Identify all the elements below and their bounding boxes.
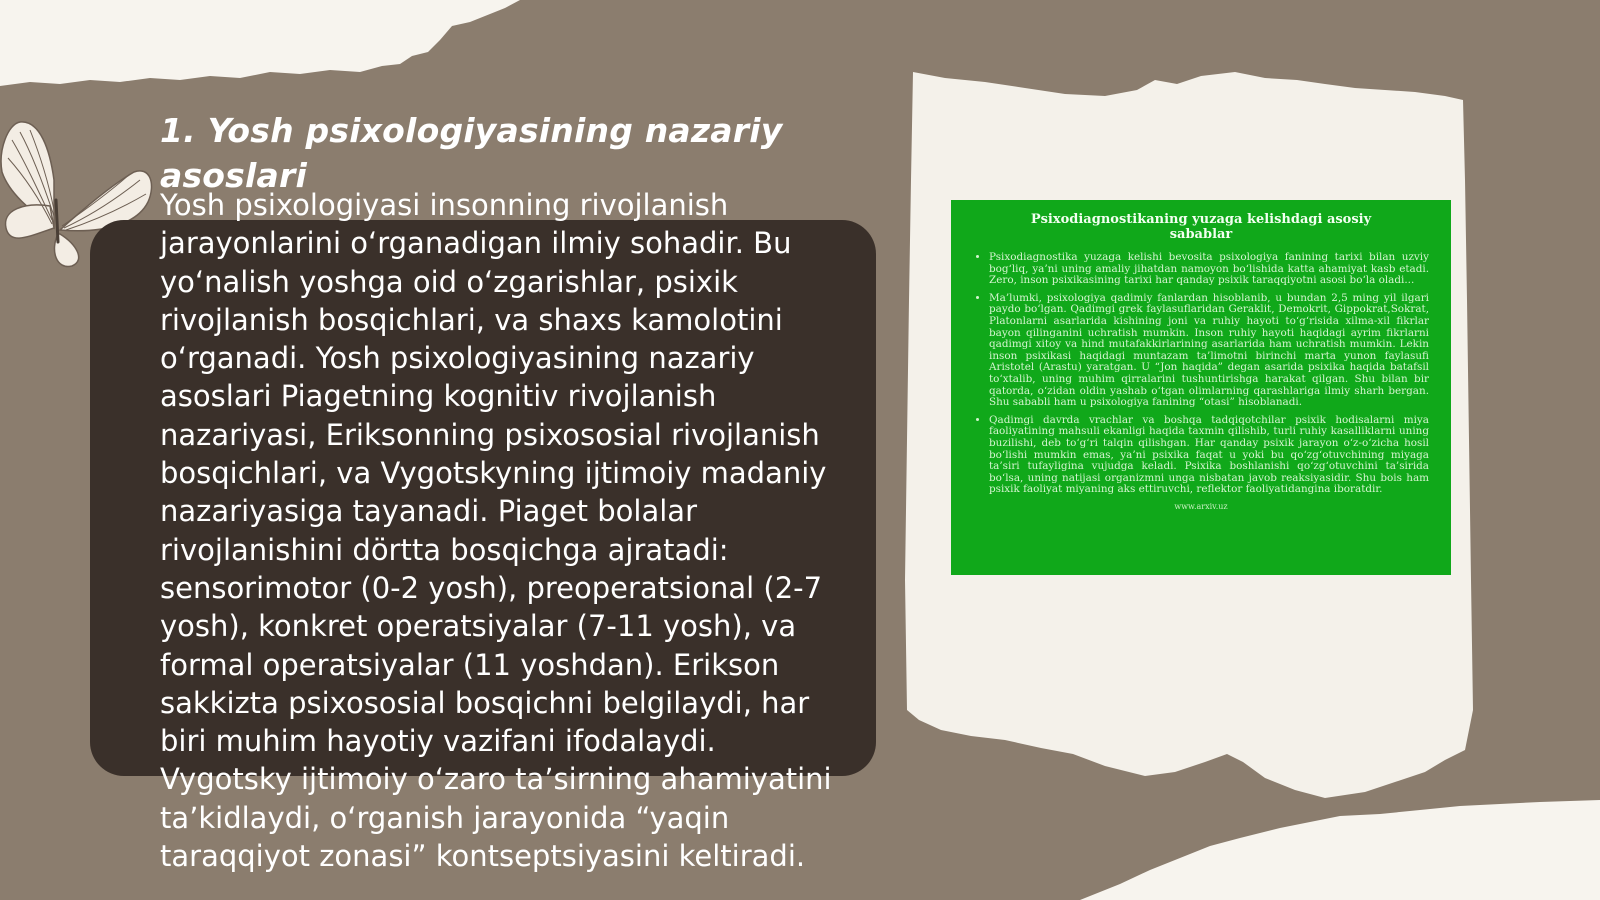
slide-body-text: Yosh psixologiyasi insonning rivojlanish jarayonlarini o‘rganadigan ilmiy sohadir. Bu yo‘nalish yoshga oid o‘zgarishlar, psixik rivojlanish bosqichlari, va shaxs kamolotini o‘rganadi. Yosh psixologiyasining nazariy asoslari Piagetning kognitiv rivojlanish nazariyasi, Eriksonning psixososial rivojlanish bosqichlari, va Vygotskyning ijtimoiy madaniy nazariyasiga tayanadi. Piaget bolalar rivojlanishini dörtta bosqichga ajratadi: sensorimotor (0-2 yosh), preoperatsional (2-7 yosh), konkret operatsiyalar (7-11 yosh), va formal operatsiyalar (11 yoshdan). Erikson sakkizta psixososial bosqichni belgilaydi, har biri muhim hayotiy vazifani ifodalaydi. Vygotsky ijtimoiy o‘zaro ta’sirning ahamiyatini ta’kidlaydi, o‘rganish jarayonida “yaqin taraqqiyot zonasi” kontseptsiyasini keltiradi. [160, 188, 832, 874]
image-footer: www.arxiv.uz [1174, 501, 1228, 511]
image-bullet: • Qadimgi davrda vrachlar va boshqa tadqiqotchilar psixik hodisalarni miya faoliyatining mahsuli ekanligi haqida taxmin qilishib, turli ruhiy kasalliklarni uning buzilishi, deb to‘g‘ri talqin qilishgan. Har qanday psixik jarayon o‘z-o‘zicha hosil bo‘lishi mumkin emas, ya’ni psixika faqat u yoki bu qo‘zg‘otuvchining miyaga ta’siri tufayligina vujudga keladi. Psixika boshlanishi qo‘zg‘otuvchini ta’sirida bo‘lsa, uning natijasi organizmni unga nisbatan javob reaksiyasidir. Shu bois ham psixik faoliyat miyaning aks ettiruvchi, reflektor faoliyatidangina iboratdir. [989, 415, 1429, 496]
image-bullet: • Psixodiagnostika yuzaga kelishi bevosita psixologiya fanining tarixi bilan uzviy bog‘liq, ya’ni uning amaliy jihatdan namoyon bo‘lishida katta ahamiyat kasb etadi. Zero, inson psixikasining tarixi har qanday psixik taraqqiyotni asosi bo‘la oladi... [989, 252, 1429, 287]
image-bullet-list [973, 252, 1429, 496]
image-bullet: • Ma’lumki, psixologiya qadimiy fanlardan hisoblanib, u bundan 2,5 ming yil ilgari paydo bo‘lgan. Qadimgi grek faylasuflaridan Geraklit, Demokrit, Gippokrat,Sokrat, Platonlarni asarlarida kishining joni va ruhiy hayoti to‘g‘risida xilma-xil fikrlar bayon qilinganini uchratish mumkin. Inson ruhiy hayoti haqidagi ayrim fikrlarni qadimgi xitoy va hind mutafakkirlarining asarlarida ham uchratish mumkin. Lekin inson psixikasi haqidagi muntazam ta’limotni birinchi marta yunon faylasufi Aristotel (Arastu) yaratgan. U “Jon haqida” degan asarida psixika haqida batafsil to‘xtalib, uning muhim qirralarini tushuntirishga harakat qilgan. Shu bilan bir qatorda, o‘zidan oldin yashab o‘tgan olimlarning qarashlariga ilmiy sharh bergan. Shu sababli ham u psixologiya fanining “otasi” hisoblanadi. [989, 293, 1429, 409]
torn-paper-top-left [0, 0, 520, 90]
embedded-document-image [951, 200, 1451, 575]
slide-title: 1. Yosh psixologiyasining nazariy asoslari [160, 111, 783, 195]
image-title: Psixodiagnostikaning yuzaga kelishdagi asosiy sabablar [1030, 212, 1372, 242]
